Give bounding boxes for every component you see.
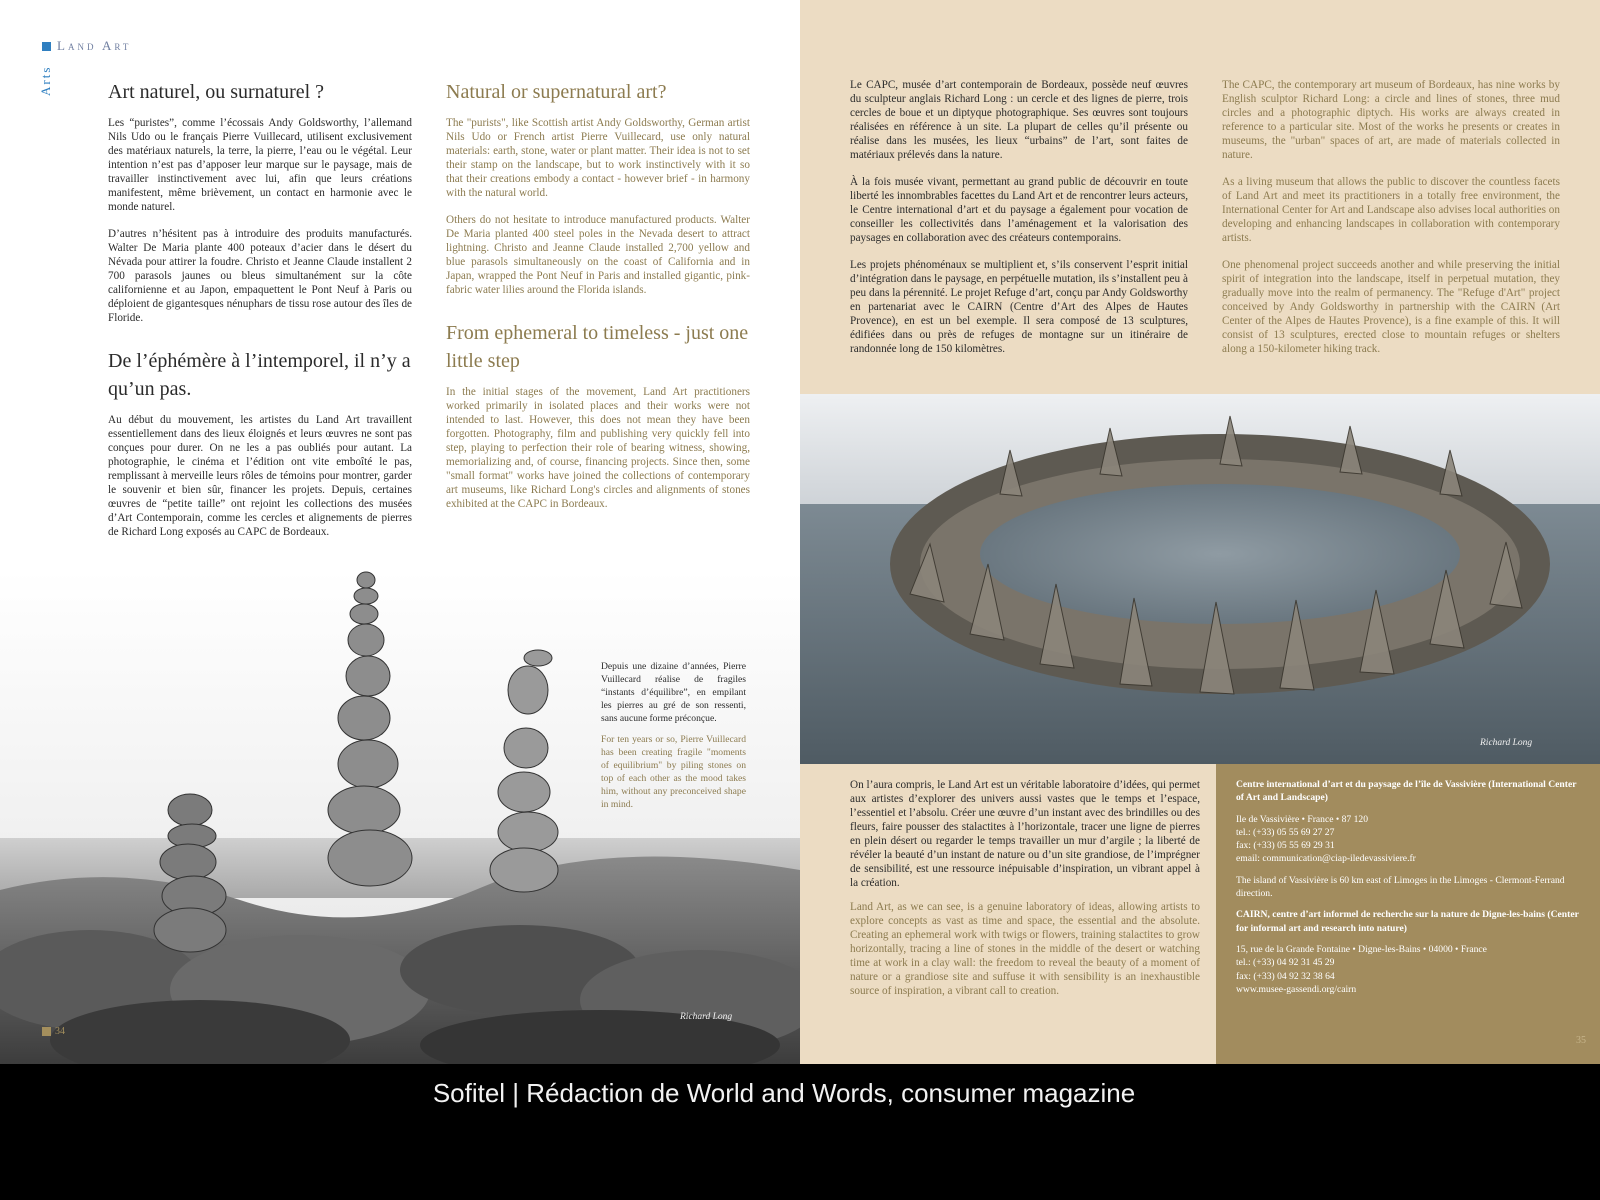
en-heading-1: Natural or supernatural art? <box>446 81 667 103</box>
section-header <box>42 38 131 54</box>
right-bottom-french <box>850 778 1200 903</box>
photo-caption <box>601 660 746 819</box>
right-english-column <box>1222 78 1560 369</box>
vertical-section-label <box>38 50 52 98</box>
en-paragraph: As a living museum that allows the public to discover the countless facets of Land Art and meet its practitioners in a totally free environment, the International Center for Art and Landscape also advises local authorities on developing and enhancing landscapes in collaboration with contemporary artists. <box>1222 176 1560 244</box>
page-number-left-text: 34 <box>55 1026 65 1037</box>
footer-caption: Sofitel | Rédaction de World and Words, consumer magazine <box>432 1078 1136 1108</box>
center1-address: Ile de Vassivière • France • 87 120 <box>1236 813 1369 825</box>
caption-en: For ten years or so, Pierre Vuillecard has been creating fragile "moments of equilibrium" by piling stones on top of each other as the mood takes him, without any preconceived shape in mind. <box>601 734 746 810</box>
caption-fr: Depuis une dizaine d’années, Pierre Vuillecard réalise de fragiles “instants d’équilibre”, en empilant les pierres au gré de son ressenti, sans aucune forme préconçue. <box>601 661 746 724</box>
center1-fax: fax: (+33) 05 55 69 29 31 <box>1236 840 1335 852</box>
stone-circle-photo <box>800 394 1600 764</box>
page-number-left <box>42 1026 65 1037</box>
right-french-column <box>850 78 1188 369</box>
english-column <box>446 78 750 524</box>
en-paragraph: One phenomenal project succeeds another and while preserving the initial spirit of integration into the landscape, itself in perpetual mutation, they gradually move into the realm of permanency. The "Refuge d'Art" project conceived by Andy Goldsworthy in partnership with the CAIRN (Art Center of the Alpes de Hautes Provence), is a fine example of this. It will consist of 13 sculptures, erected close to mountain refuges or shelters along a 150-kilometer hiking track. <box>1222 259 1560 355</box>
fr-paragraph: À la fois musée vivant, permettant au grand public de découvrir en toute liberté les innombrables facettes du Land Art et de rencontrer leurs acteurs, le Centre international d’art et du paysage a également pour vocation de conseiller les collectivités dans l’aménagement et la valorisation des paysages en collaboration avec des créateurs contemporains. <box>850 176 1188 244</box>
page-marker-icon <box>42 1027 51 1036</box>
fr-paragraph: D’autres n’hésitent pas à introduire des produits manufacturés. Walter De Maria plante 400 poteaux d’acier dans le désert du Névada pour attirer la foudre. Christo et Jeanne Claude installent 2 700 parasols jaunes ou bleus simultanément sur la côte californienne et au Japon, empaquettent le Pont Neuf à Paris ou déploient de gigantesques nénuphars de tissu rose autour des îles de Floride. <box>108 228 412 324</box>
en-paragraph: Land Art, as we can see, is a genuine laboratory of ideas, allowing artists to explore concepts as vast as time and space, the essential and the absolute. Creating an ephemeral work with twigs or flowers, training stalactites to grow horizontally, tracing a line of stones in the middle of the desert or watching time at work in a clay wall: the freedom to reveal the beauty of a moment of nature or a grandiose site and suffuse it with sensibility is an inexhaustible source of inspiration, a vibrant call to creation. <box>850 901 1200 997</box>
center2-address: 15, rue de la Grande Fontaine • Digne-les-Bains • 04000 • France <box>1236 943 1487 955</box>
center1-tel: tel.: (+33) 05 55 69 27 27 <box>1236 826 1335 838</box>
center1-title: Centre international d’art et du paysage de l’île de Vassivière (International Center of Art and Landscape) <box>1236 779 1577 804</box>
en-paragraph: Others do not hesitate to introduce manufactured products. Walter De Maria planted 400 steel poles in the Nevada desert to attract lightning. Christo and Jeanne Claude installed 2,700 yellow and blue parasols simultaneously on the coast of California and in Japan, wrapped the Pont Neuf in Paris and installed gigantic, pink-fabric water lilies around the Florida islands. <box>446 214 750 296</box>
fr-paragraph: On l’aura compris, le Land Art est un véritable laboratoire d’idées, qui permet aux artistes d’explorer des univers aussi vastes que le temps et l’espace, l’essentiel et l’absolu. Créer une œuvre d’un instant avec des brindilles ou des fleurs, faire pousser des stalactites à l’horizontale, tracer une ligne de pierres en plein désert ou regarder le temps travailler un mur d’argile ; la liberté de révéler la beauté d’un instant de nature ou d’un site grandiose, de l’imprégner de sensibilité, est une ressource inépuisable d’inspiration, un vibrant appel à la création. <box>850 779 1200 889</box>
right-bottom-english <box>850 900 1200 1011</box>
fr-heading-2: De l’éphémère à l’intemporel, il n’y a qu’un pas. <box>108 350 411 400</box>
page-number-right: 35 <box>1576 1035 1586 1046</box>
contact-info-box <box>1216 764 1600 1064</box>
en-heading-2: From ephemeral to timeless - just one little step <box>446 322 749 372</box>
en-paragraph: The "purists", like Scottish artist Andy Goldsworthy, German artist Nils Udo or French artist Pierre Vuillecard, use only natural materials: earth, stone, water or plant matter. Their idea is not to set their stamp on the landscape, but to work instinctively with it so that their creations embody a contact - however brief - in harmony with the natural world. <box>446 117 750 199</box>
fr-heading-1: Art naturel, ou surnaturel ? <box>108 81 325 103</box>
photo-credit-left: Richard Long <box>680 1012 733 1022</box>
center2-tel: tel.: (+33) 04 92 31 45 29 <box>1236 957 1335 969</box>
fr-paragraph: Les projets phénoménaux se multiplient et, s’ils conservent l’esprit initial d’intégration dans le paysage, en perpétuelle mutation, ils s’installent peu à peu dans la pérennité. Le projet Refuge d’art, conçu par Andy Goldsworthy en partenariat avec le CAIRN (Centre d’Art des Alpes de Hautes Provence), en est un bel exemple. Il sera composé de 13 sculptures, édifiées dans ou près de refuges de montagne sur un itinéraire de randonnée long de 150 kilomètres. <box>850 259 1188 355</box>
center1-note: The island of Vassivière is 60 km east of Limoges in the Limoges - Clermont-Ferrand direction. <box>1236 874 1565 900</box>
vertical-label-text: Arts <box>38 65 53 96</box>
footer-bar <box>0 1064 1600 1200</box>
en-paragraph: In the initial stages of the movement, Land Art practitioners worked primarily in isolated places and their works were not intended to last. However, this does not mean they have been forgotten. Photography, film and publishing very quickly fell into step, playing to perfection their role of bearing witness, showing, memorializing and, of course, financing projects. Since then, some "small format" works have joined the collections of contemporary art museums, like Richard Long's circles and alignments of stones exhibited at the CAPC in Bordeaux. <box>446 386 750 510</box>
fr-paragraph: Au début du mouvement, les artistes du Land Art travaillent essentiellement dans des lieux éloignés et leurs œuvres ne sont pas conçues pour durer. On ne les a pas oubliés pour autant. La photographie, le cinéma et l’édition ont vite emboîté le pas, remplissant à merveille leurs rôles de témoins pour montrer, garder le souvenir et bien sûr, financer les projets. Depuis, certaines œuvres de “petite taille” ont rejoint les collections des musées d’Art Contemporain, comme les cercles et alignements de pierres de Richard Long exposés au CAPC de Bordeaux. <box>108 414 412 538</box>
right-page <box>800 0 1600 1064</box>
center1-email[interactable]: email: communication@ciap-iledevassiviere.fr <box>1236 853 1416 865</box>
center2-website[interactable]: www.musee-gassendi.org/cairn <box>1236 983 1357 995</box>
section-label: Land Art <box>57 38 132 53</box>
fr-paragraph: Les “puristes”, comme l’écossais Andy Goldsworthy, l’allemand Nils Udo ou le français Pierre Vuillecard, utilisent exclusivement des matériaux naturels, la terre, la pierre, l’eau ou le végétal. Leur intention n’est pas d’apposer leur marque sur le paysage, mais de travailler instinctivement avec lui, afin que leurs créations manifestent, même brièvement, un contact en harmonie avec le monde naturel. <box>108 117 412 213</box>
center2-title: CAIRN, centre d’art informel de recherche sur la nature de Digne-les-bains (Center for informal art and research into nature) <box>1236 909 1579 934</box>
center2-fax: fax: (+33) 04 92 32 38 64 <box>1236 970 1335 982</box>
en-paragraph: The CAPC, the contemporary art museum of Bordeaux, has nine works by English sculptor Richard Long: a circle and lines of stones, three mud circles and a photographic diptych. His works are always created in reference to a particular site. Most of the works he presents or creates in museums, the "urban" spaces of art, are made of materials collected in nature. <box>1222 79 1560 161</box>
fr-paragraph: Le CAPC, musée d’art contemporain de Bordeaux, possède neuf œuvres du sculpteur anglais Richard Long : un cercle et des lignes de pierre, trois cercles de boue et un diptyque photographique. Ses œuvres sont toujours réalisées en référence à un site. La plupart de celles qu’il présente ou réalise dans les musées, les lieux “urbains” de l’art, sont faites de matériaux prélevés dans la nature. <box>850 79 1188 161</box>
french-column <box>108 78 412 552</box>
left-page <box>0 0 800 1064</box>
photo-credit-right: Richard Long <box>1480 738 1533 748</box>
